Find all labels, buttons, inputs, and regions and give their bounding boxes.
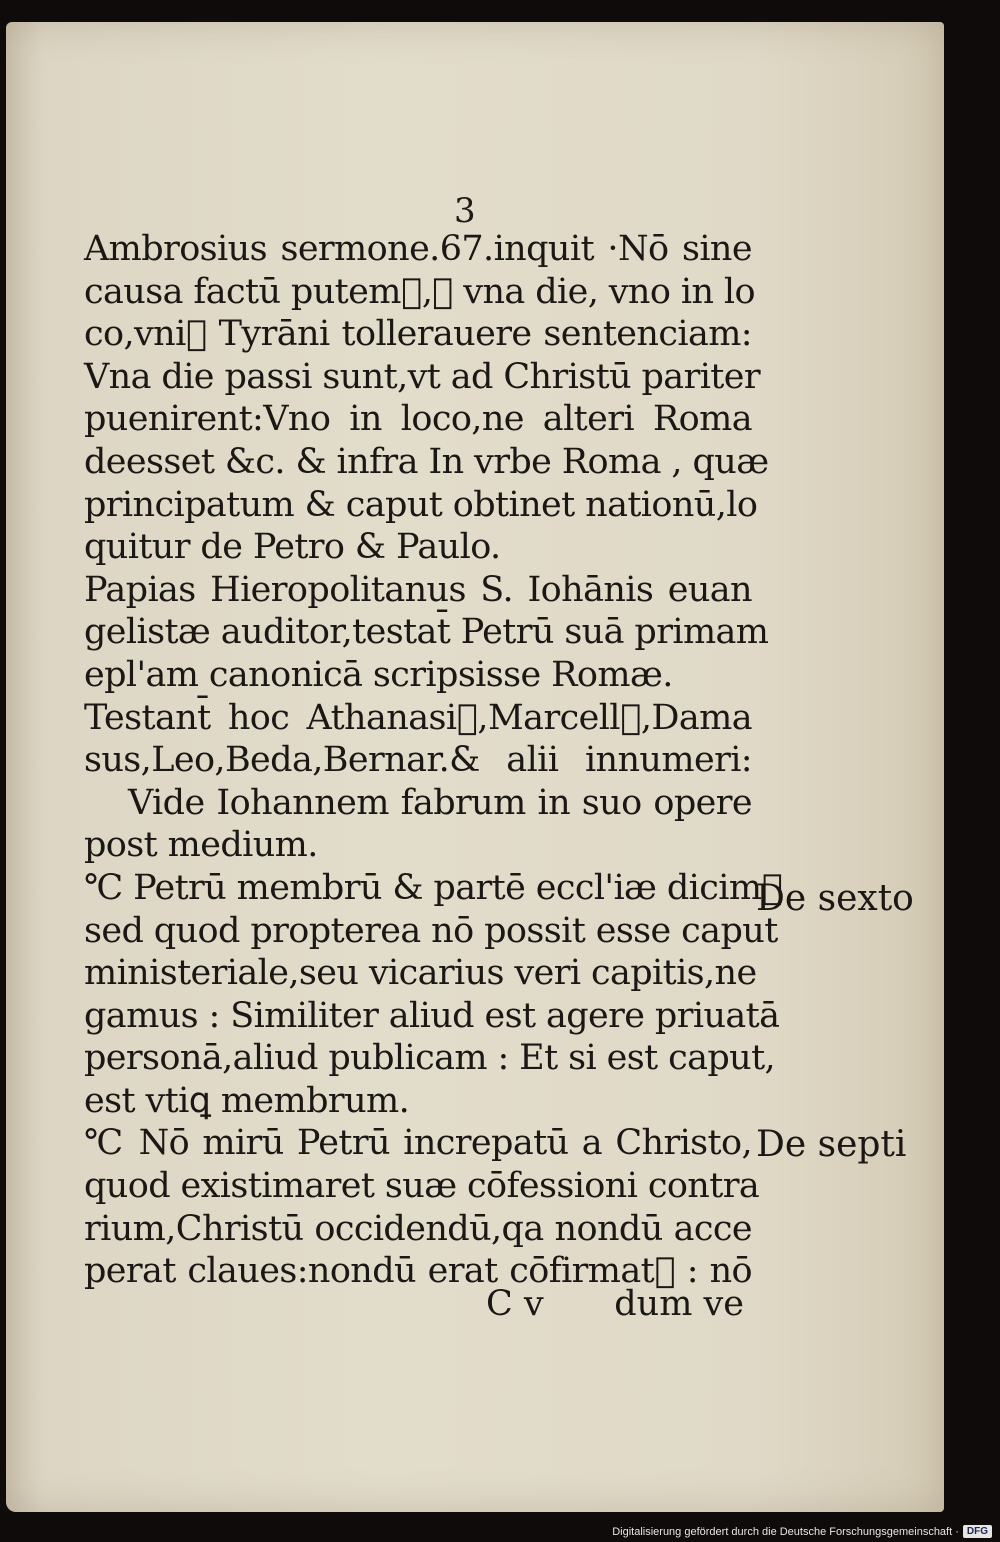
text-line: quitur de Petro & Paulo. (84, 527, 501, 568)
text-line: gelistæ auditor,testat̄ Petrū suā primam (84, 612, 769, 653)
text-line: post medium. (84, 825, 318, 866)
text-line: ℃ Petrū membrū & partē eccl'iæ dicim᷒ (84, 867, 783, 908)
text-line: co,vni᷒ Tyrāni tollerauere sentenciam: (84, 314, 752, 355)
text-line: Vna die passi sunt,vt ad Christū pariter (84, 356, 761, 397)
main-text-block (84, 228, 783, 1293)
text-line: sed quod propterea nō possit esse caput (84, 910, 778, 951)
text-line: epl'am canonicā scripsisse Romæ. (84, 654, 673, 695)
text-line: ℃ Nō mirū Petrū increpatū a Christo, (84, 1123, 752, 1164)
catchword: dum ve (614, 1284, 744, 1324)
dfg-logo: DFG (963, 1525, 992, 1538)
book-page (6, 22, 944, 1512)
text-line: ministeriale,seu vicarius veri capitis,ne (84, 953, 757, 994)
text-line: rium,Christū occidendū,qa nondū acce (84, 1208, 752, 1249)
text-line: gamus : Similiter aliud est agere priuatā (84, 995, 780, 1036)
signature-mark: C v (486, 1284, 544, 1324)
text-line: Ambrosius sermone.67.inquit ·Nō sine (84, 229, 752, 269)
text-line: puenirent:Vno in loco,ne alteri Roma (84, 399, 752, 440)
signature-line (84, 1284, 752, 1328)
margin-note-sexto: De sexto (756, 878, 914, 919)
text-line: personā,aliud publicam : Et si est caput, (84, 1038, 776, 1079)
text-line: causa factū putem᷒,ꝙ vna die, vno in lo (84, 271, 755, 312)
text-line: sus,Leo,Beda,Bernar.& alii innumeri: (84, 740, 752, 781)
text-line: est vtiꝗ membrum. (84, 1080, 410, 1121)
text-line: Vide Iohannem fabrum in suo opere (128, 782, 752, 823)
digitization-credit (612, 1525, 992, 1538)
text-line: Testant̄ hoc Athanasi᷒,Marcell᷒,Dama (84, 697, 752, 738)
text-line: perat claues:nondū erat cōfirmat᷒ : nō (84, 1251, 752, 1292)
text-line: principatum & caput obtinet nationū,lo (84, 484, 758, 525)
credit-text: Digitalisierung gefördert durch die Deutsche Forschungsgemeinschaft · (612, 1525, 959, 1538)
text-line: deesset &c. & infra In vrbe Roma , quæ (84, 441, 769, 482)
page-number: 3 (454, 191, 476, 231)
margin-note-septi: De septi (756, 1124, 907, 1165)
text-line: quod existimaret suæ cōfessioni contra (84, 1166, 760, 1207)
text-line: Papias Hieropolitanus S. Iohānis euan (84, 569, 752, 610)
